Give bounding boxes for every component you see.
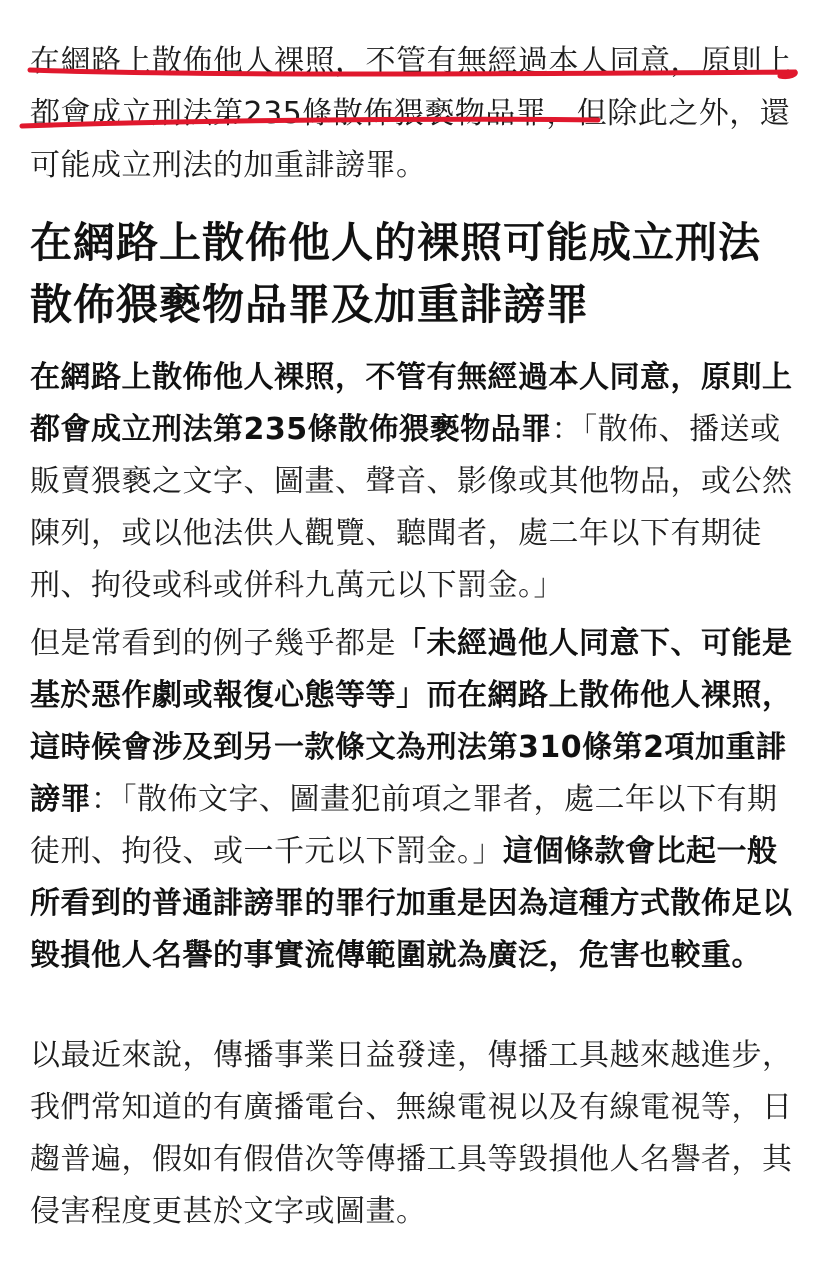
paragraph-defamation-quote: ：「散佈文字、圖畫犯前項之罪者，處二年以下有期徒刑、拘役、或一千元以下罰金。」 (30, 782, 778, 869)
paragraph-obscenity-quote: ：「散佈、播送或販賣猥褻之文字、圖畫、聲音、影像或其他物品，或公然陳列，或以他法供人觀覽、聽聞者，處二年以下有期徒刑、拘役或科或併科九萬元以下罰金。」 (30, 412, 793, 603)
paragraph-obscenity-law (30, 352, 800, 612)
intro-rest-text: ，但除此之外，還可能成立刑法的加重誹謗罪。 (30, 96, 791, 183)
paragraph-obscenity-bold: 在網路上散佈他人裸照，不管有無經過本人同意，原則上都會成立刑法第235條散佈猥褻物品罪 (30, 360, 793, 447)
paragraph-defamation-lead: 但是常看到的例子幾乎都是 (30, 626, 396, 661)
intro-underlined-text: 在網路上散佈他人裸照，不管有無經過本人同意，原則上都會成立刑法第235條散佈猥褻物品罪 (30, 44, 793, 131)
paragraph-defamation-bold-2: 這個條款會比起一般所看到的普通誹謗罪的罪行加重是因為這種方式散佈足以毀損他人名譽的事實流傳範圍就為廣泛，危害也較重。 (30, 834, 793, 973)
intro-paragraph (30, 36, 800, 192)
section-heading: 在網路上散佈他人的裸照可能成立刑法散佈猥褻物品罪及加重誹謗罪 (30, 218, 762, 329)
paragraph-defamation-bold-1: 「未經過他人同意下、可能是基於惡作劇或報復心態等等」而在網路上散佈他人裸照，這時候會涉及到另一款條文為刑法第310條第2項加重誹謗罪 (30, 626, 793, 817)
paragraph-broadcast: 以最近來說，傳播事業日益發達，傳播工具越來越進步，我們常知道的有廣播電台、無線電視以及有線電視等，日趨普遍，假如有假借次等傳播工具等毀損他人名譽者，其侵害程度更甚於文字或圖畫。 (30, 1038, 793, 1229)
paragraph-defamation-law (30, 618, 800, 982)
